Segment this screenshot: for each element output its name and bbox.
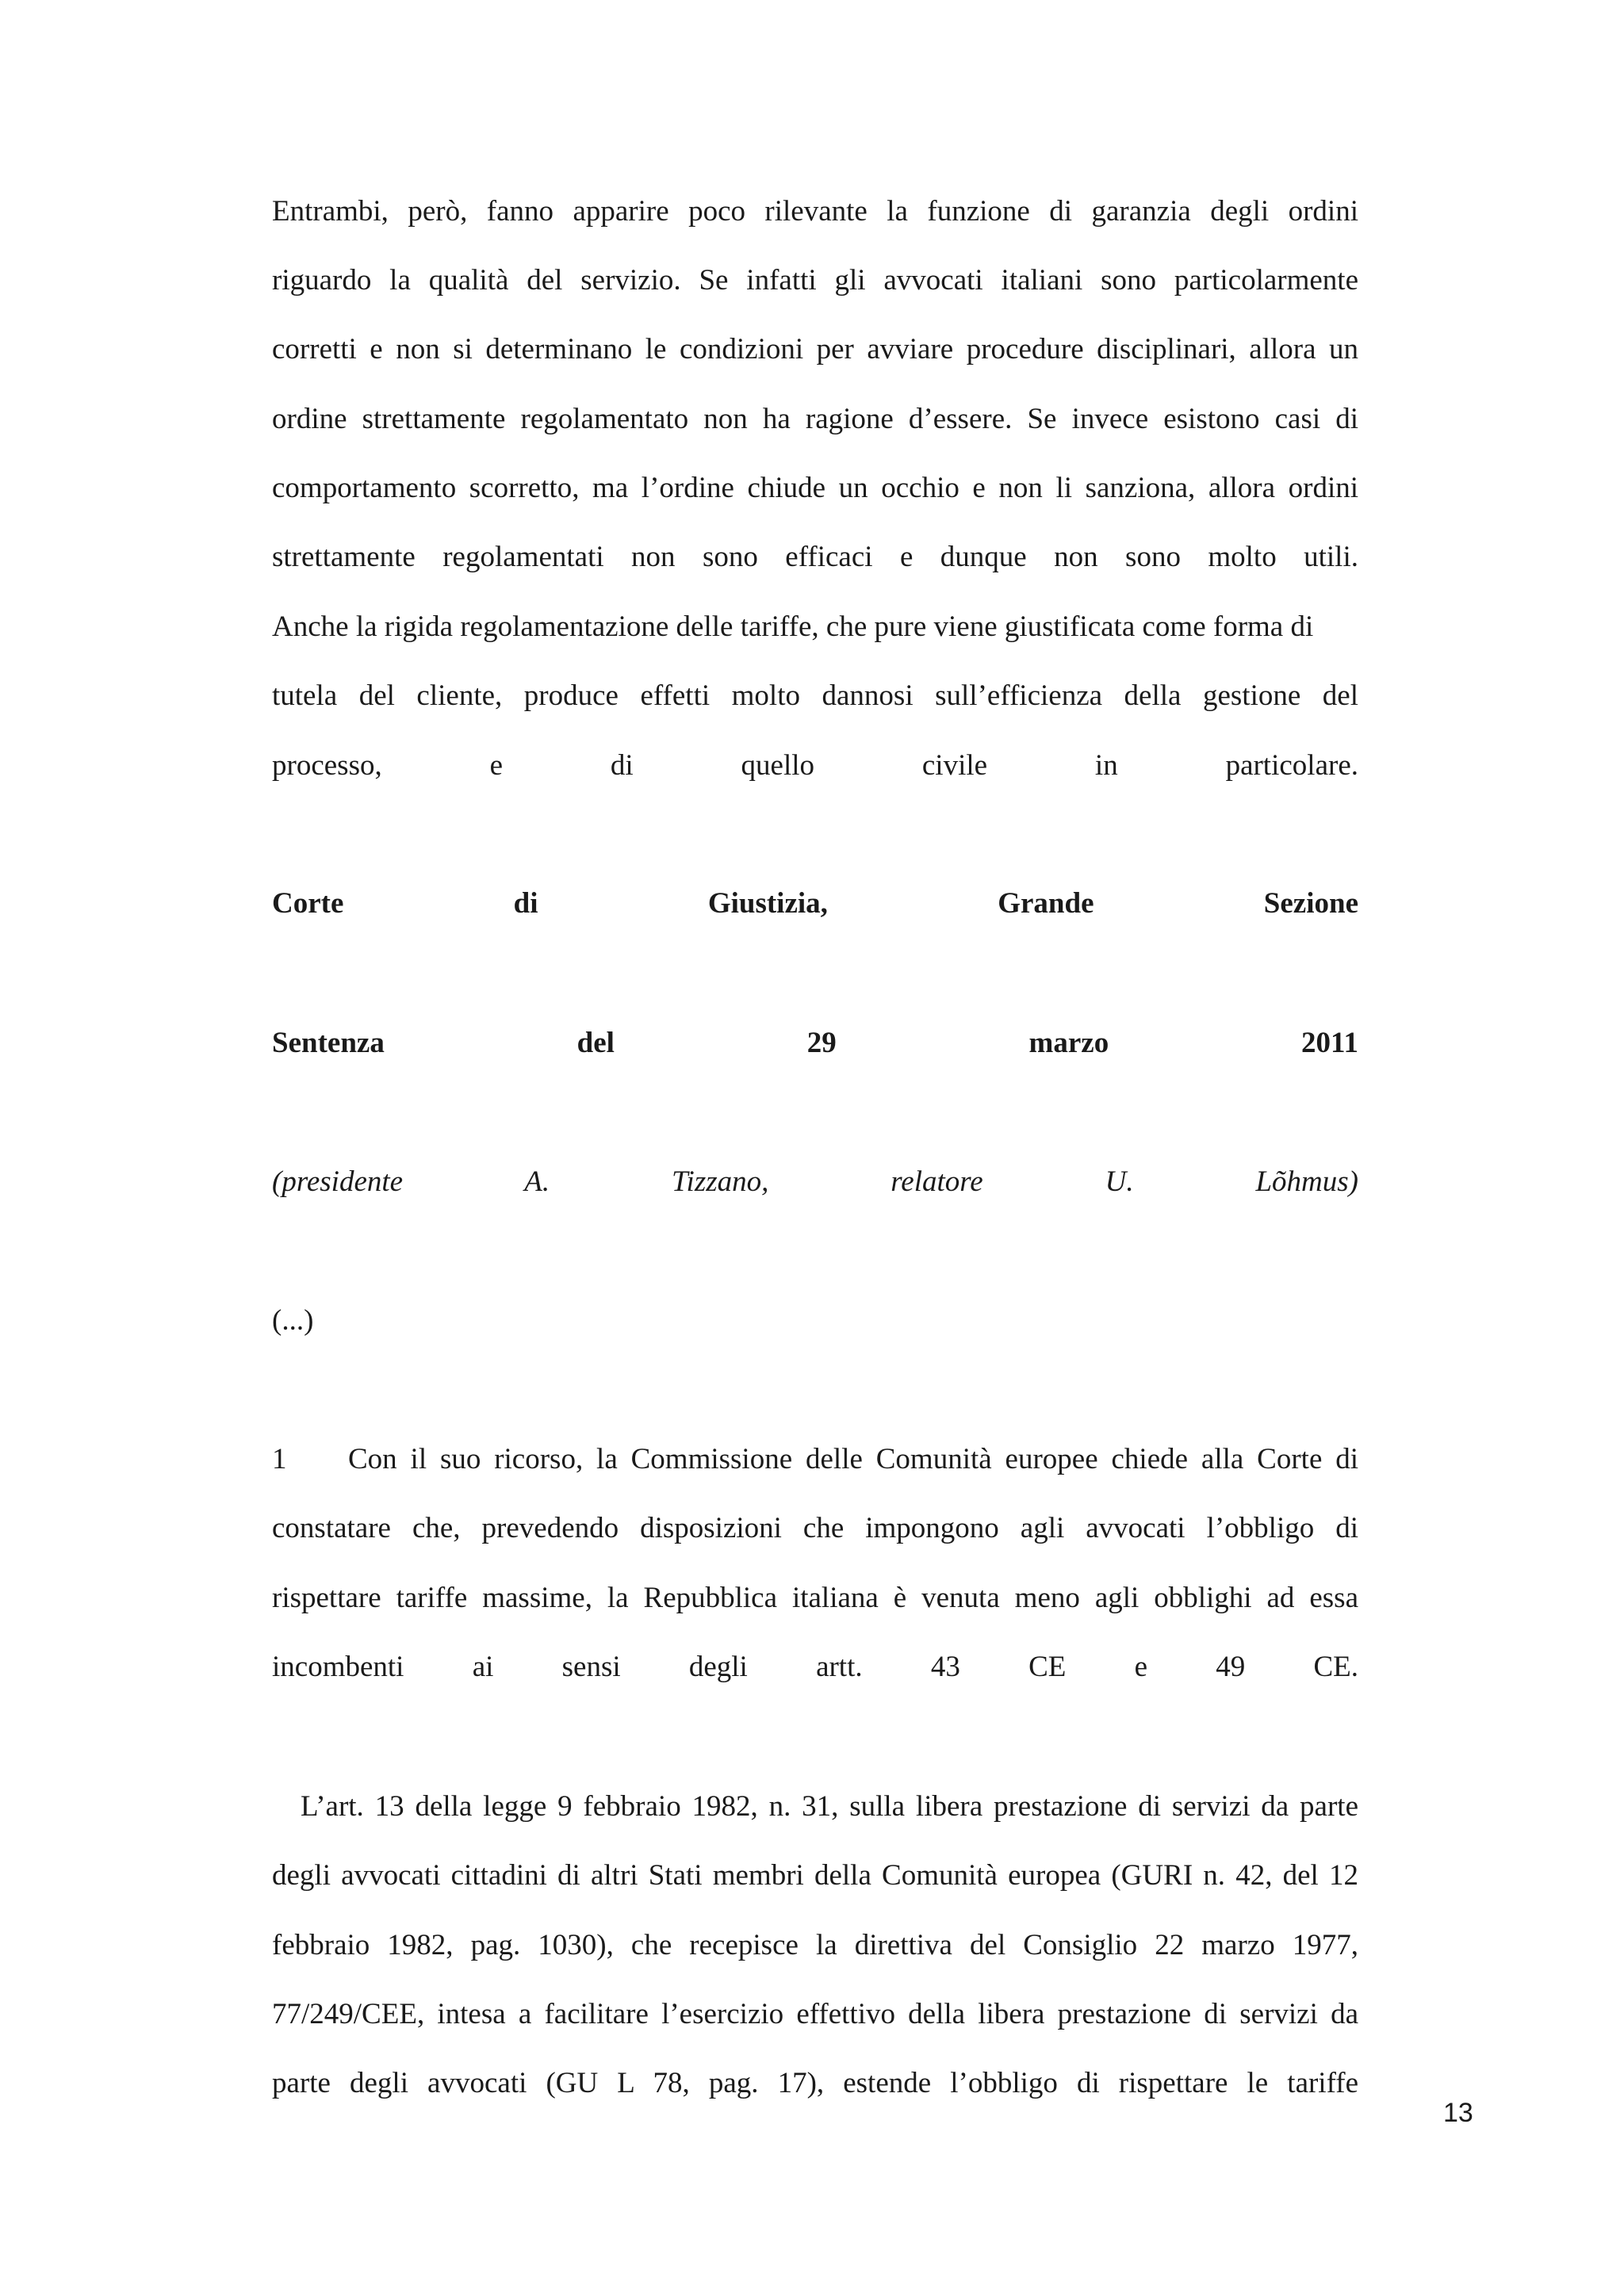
paragraph-2-line-2: degli avvocati cittadini di altri Stati membri della Comunità europea (GURI n. 42, del 12: [272, 1859, 1358, 1892]
intro-line-6: strettamente regolamentati non sono efficaci e dunque non sono molto utili.: [272, 541, 1358, 573]
intro-line-9: processo, e di quello civile in particolare.: [272, 749, 1358, 782]
intro-line-7: Anche la rigida regolamentazione delle tariffe, che pure viene giustificata come forma di: [272, 610, 1314, 643]
intro-line-8: tutela del cliente, produce effetti molto dannosi sull’efficienza della gestione del: [272, 679, 1358, 712]
omission-marker: (...): [272, 1304, 314, 1337]
court-composition: (presidente A. Tizzano, relatore U. Lõhmus): [272, 1165, 1358, 1198]
court-heading: Corte di Giustizia, Grande Sezione: [272, 887, 1358, 920]
intro-line-5: comportamento scorretto, ma l’ordine chiude un occhio e non li sanziona, allora ordini: [272, 472, 1358, 504]
paragraph-2-line-4: 77/249/CEE, intesa a facilitare l’esercizio effettivo della libera prestazione di servizi da: [272, 1998, 1358, 2030]
paragraph-1-line-4: incombenti ai sensi degli artt. 43 CE e 49 CE.: [272, 1651, 1358, 1683]
paragraph-2-line-5: parte degli avvocati (GU L 78, pag. 17), estende l’obbligo di rispettare le tariffe: [272, 2067, 1358, 2099]
paragraph-1-first-line: [272, 1442, 1358, 1477]
intro-line-1: Entrambi, però, fanno apparire poco rilevante la funzione di garanzia degli ordini: [272, 195, 1358, 228]
intro-line-2: riguardo la qualità del servizio. Se infatti gli avvocati italiani sono particolarmente: [272, 264, 1358, 297]
intro-line-4: ordine strettamente regolamentato non ha ragione d’essere. Se invece esistono casi di: [272, 403, 1358, 435]
paragraph-1-line-3: rispettare tariffe massime, la Repubblica italiana è venuta meno agli obblighi ad essa: [272, 1582, 1358, 1614]
page-number: 13: [1443, 2098, 1473, 2128]
paragraph-2-line-3: febbraio 1982, pag. 1030), che recepisce la direttiva del Consiglio 22 marzo 1977,: [272, 1929, 1358, 1961]
paragraph-number: 1: [272, 1443, 287, 1475]
judgment-heading: Sentenza del 29 marzo 2011: [272, 1027, 1358, 1059]
intro-line-3: corretti e non si determinano le condizioni per avviare procedure disciplinari, allora un: [272, 333, 1358, 365]
paragraph-1-line-2: constatare che, prevedendo disposizioni che impongono agli avvocati l’obbligo di: [272, 1512, 1358, 1544]
paragraph-2-line-1: L’art. 13 della legge 9 febbraio 1982, n. 31, sulla libera prestazione di servizi da parte: [301, 1790, 1358, 1823]
paragraph-1-line-1: Con il suo ricorso, la Commissione delle Comunità europee chiede alla Corte di: [348, 1443, 1358, 1475]
